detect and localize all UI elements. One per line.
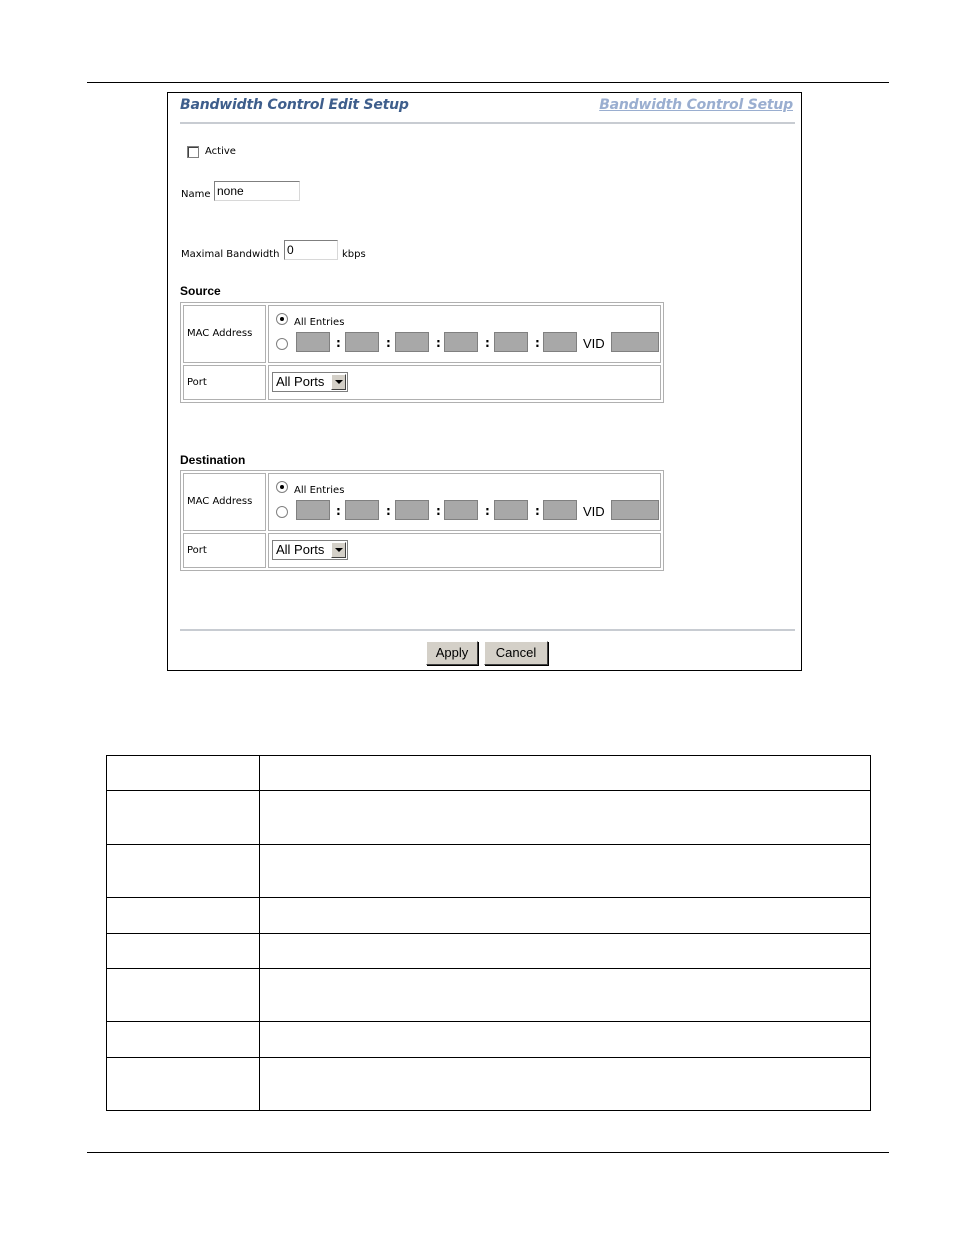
source-all-entries-label: All Entries <box>294 317 345 328</box>
chevron-down-icon[interactable] <box>331 374 346 390</box>
destination-mac-address-label: MAC Address <box>187 496 253 507</box>
destination-all-entries-label: All Entries <box>294 485 345 496</box>
table-row <box>107 934 871 969</box>
destination-port-value: All Ports <box>276 542 325 557</box>
table-row <box>107 845 871 898</box>
destination-mac-octet-5[interactable] <box>494 500 528 520</box>
destination-mac-octet-1[interactable] <box>296 500 330 520</box>
source-mac-octet-2[interactable] <box>345 332 379 352</box>
page-top-rule <box>87 82 889 83</box>
field-description-table <box>106 755 871 1111</box>
active-label: Active <box>205 146 236 157</box>
cancel-button[interactable]: Cancel <box>484 641 548 665</box>
name-label: Name <box>181 189 211 200</box>
active-checkbox[interactable] <box>187 146 199 158</box>
source-port-value: All Ports <box>276 374 325 389</box>
kbps-label: kbps <box>342 249 366 260</box>
destination-mac-octet-6[interactable] <box>543 500 577 520</box>
source-port-label: Port <box>187 377 207 388</box>
destination-specific-mac-radio[interactable] <box>276 506 288 518</box>
table-row <box>107 1022 871 1058</box>
source-specific-mac-radio[interactable] <box>276 338 288 350</box>
destination-mac-octet-4[interactable] <box>444 500 478 520</box>
page-title: Bandwidth Control Edit Setup <box>180 97 409 113</box>
bandwidth-control-edit-screen <box>167 92 802 671</box>
maximal-bandwidth-input[interactable]: 0 <box>284 240 338 260</box>
source-mac-octet-1[interactable] <box>296 332 330 352</box>
source-mac-address-label: MAC Address <box>187 328 253 339</box>
source-port-select[interactable] <box>272 372 348 392</box>
destination-heading: Destination <box>180 453 246 467</box>
destination-port-select[interactable] <box>272 540 348 560</box>
source-vid-label: VID <box>583 336 605 351</box>
table-row <box>107 756 871 791</box>
title-divider <box>180 122 795 124</box>
table-row <box>107 969 871 1022</box>
source-mac-octet-3[interactable] <box>395 332 429 352</box>
bandwidth-control-setup-link[interactable]: Bandwidth Control Setup <box>599 97 793 113</box>
name-input[interactable]: none <box>214 181 300 201</box>
source-mac-octet-4[interactable] <box>444 332 478 352</box>
destination-all-entries-radio[interactable] <box>276 481 288 493</box>
source-mac-octet-6[interactable] <box>543 332 577 352</box>
apply-button[interactable]: Apply <box>426 641 478 665</box>
table-row <box>107 1058 871 1111</box>
table-row <box>107 791 871 845</box>
footer-divider <box>180 629 795 631</box>
source-all-entries-radio[interactable] <box>276 313 288 325</box>
maximal-bandwidth-label: Maximal Bandwidth <box>181 249 280 260</box>
source-heading: Source <box>180 284 221 298</box>
table-row <box>107 898 871 934</box>
page-bottom-rule <box>87 1152 889 1153</box>
source-vid-input[interactable] <box>611 332 659 352</box>
source-mac-octet-5[interactable] <box>494 332 528 352</box>
destination-mac-octet-2[interactable] <box>345 500 379 520</box>
destination-port-label: Port <box>187 545 207 556</box>
destination-mac-octet-3[interactable] <box>395 500 429 520</box>
destination-vid-input[interactable] <box>611 500 659 520</box>
destination-box: MAC Address All Entries : : : : : VID Port All Ports <box>180 470 664 571</box>
source-box: MAC Address All Entries : : : : : VID Port All Ports <box>180 302 664 403</box>
destination-vid-label: VID <box>583 504 605 519</box>
chevron-down-icon[interactable] <box>331 542 346 558</box>
